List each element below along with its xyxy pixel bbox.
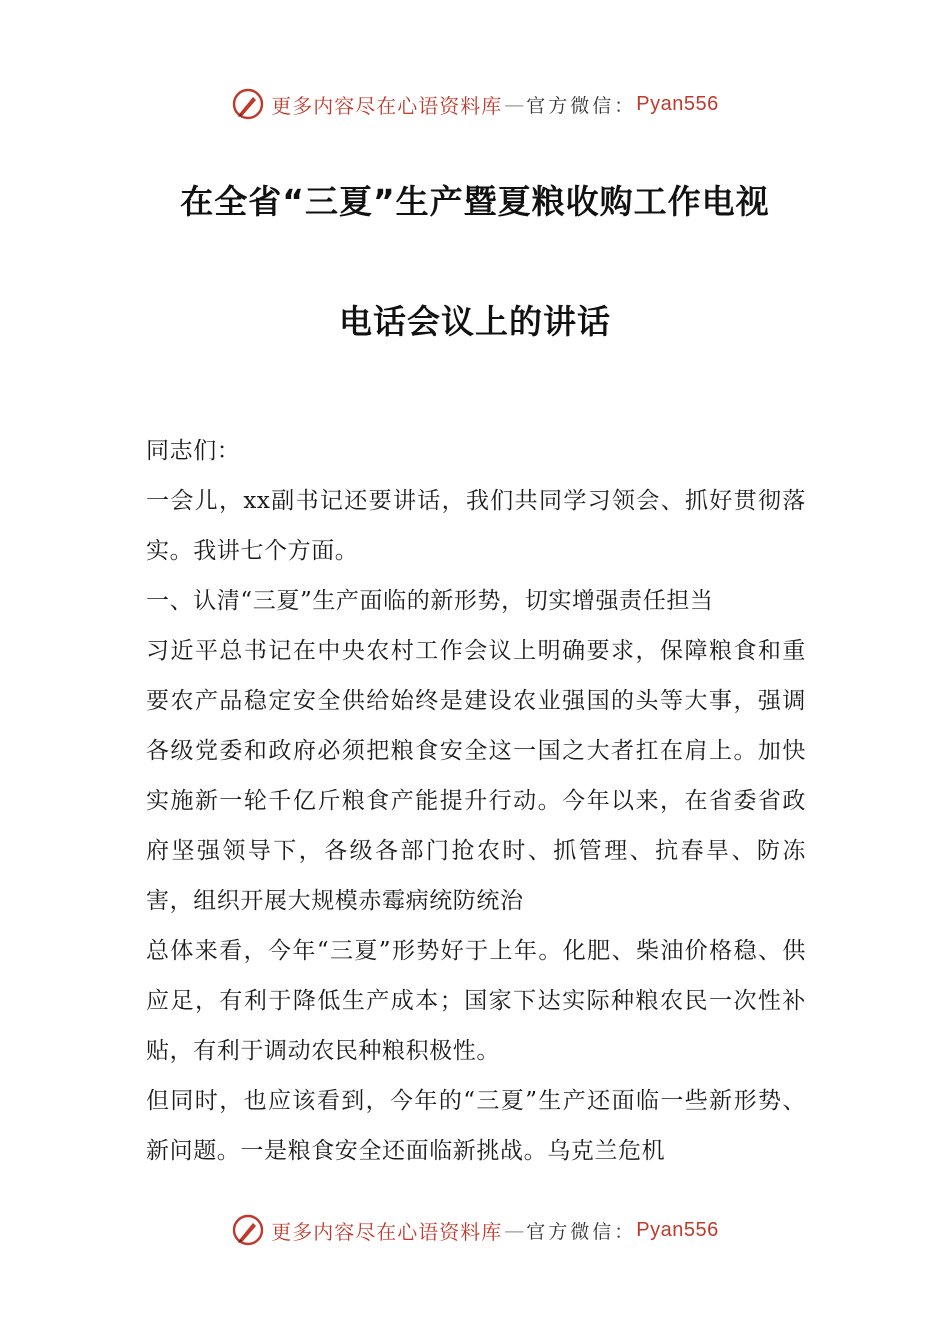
watermark-separator: — bbox=[504, 1218, 525, 1242]
watermark-footer bbox=[0, 1210, 950, 1250]
watermark-header bbox=[0, 84, 950, 124]
watermark-brand: 更多内容尽在心语资料库 bbox=[271, 1219, 503, 1244]
body-paragraph: 习近平总书记在中央农村工作会议上明确要求，保障粮食和重要农产品稳定安全供给始终是建设农业强国的头等大事，强调各级党委和政府必须把粮食安全这一国之大者扛在肩上。加快实施新一轮千亿斤粮食产能提升行动。今年以来，在省委省政府坚强领导下，各级各部门抢农时、抓管理、抗春旱、防冻害，组织开展大规模赤霉病统防统治 bbox=[146, 638, 806, 914]
document-body bbox=[146, 426, 806, 1176]
section-heading: 一、认清“三夏”生产面临的新形势，切实增强责任担当 bbox=[146, 588, 714, 614]
document-title-line1: 在全省“三夏”生产暨夏粮收购工作电视 bbox=[180, 182, 770, 221]
watermark-wechat-label: 官方微信： bbox=[526, 1220, 637, 1243]
watermark-wechat-label: 官方微信： bbox=[526, 94, 637, 117]
body-paragraph: 一会儿，xx副书记还要讲话，我们共同学习领会、抓好贯彻落实。我讲七个方面。 bbox=[146, 488, 806, 564]
body-paragraph: 但同时，也应该看到，今年的“三夏”生产还面临一些新形势、新问题。一是粮食安全还面临新挑战。乌克兰危机 bbox=[146, 1088, 806, 1164]
body-paragraph: 总体来看，今年“三夏”形势好于上年。化肥、柴油价格稳、供应足，有利于降低生产成本；国家下达实际种粮农民一次性补贴，有利于调动农民种粮积极性。 bbox=[146, 938, 806, 1064]
watermark-wechat-id: Pyan556 bbox=[636, 92, 719, 115]
watermark-wechat-id: Pyan556 bbox=[636, 1218, 719, 1241]
salutation: 同志们： bbox=[146, 438, 241, 464]
pen-logo-icon bbox=[231, 1213, 265, 1247]
document-title-line2: 电话会议上的讲话 bbox=[339, 302, 611, 341]
watermark-brand: 更多内容尽在心语资料库 bbox=[271, 93, 503, 118]
pen-logo-icon bbox=[231, 87, 265, 121]
watermark-separator: — bbox=[504, 92, 525, 116]
